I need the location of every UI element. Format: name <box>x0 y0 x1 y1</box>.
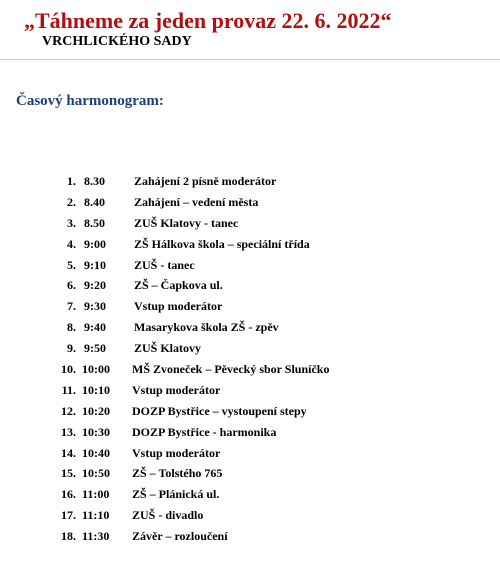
schedule-item <box>0 359 500 380</box>
item-activity: Zahájení – vedení města <box>134 194 259 209</box>
item-time: 9:00 <box>84 236 106 251</box>
item-activity: ZUŠ Klatovy - tanec <box>134 215 239 230</box>
schedule-item <box>0 484 500 505</box>
schedule-list <box>0 171 500 547</box>
item-time: 10:10 <box>82 382 110 397</box>
item-activity: ZUŠ - divadlo <box>132 508 204 523</box>
item-time: 10:00 <box>82 362 110 377</box>
item-activity: ZŠ – Čapkova ul. <box>134 278 223 293</box>
schedule-item <box>0 171 500 192</box>
item-time: 10:50 <box>82 466 110 481</box>
item-activity: ZŠ – Tolstého 765 <box>132 466 223 481</box>
item-time: 9:40 <box>84 320 106 335</box>
item-number: 18. <box>61 529 76 544</box>
item-time: 10:20 <box>82 403 110 418</box>
item-activity: Masarykova škola ZŠ - zpěv <box>134 320 279 335</box>
item-number: 6. <box>67 278 76 293</box>
item-activity: ZŠ – Plánická ul. <box>132 487 220 502</box>
schedule-item <box>0 255 500 276</box>
item-time: 8.50 <box>84 215 105 230</box>
item-time: 11:00 <box>82 487 110 502</box>
item-number: 3. <box>67 215 76 230</box>
schedule-item <box>0 443 500 464</box>
item-activity: Vstup moderátor <box>132 445 221 460</box>
item-activity: Vstup moderátor <box>134 299 223 314</box>
item-number: 15. <box>61 466 76 481</box>
item-number: 8. <box>67 320 76 335</box>
schedule-heading: Časový harmonogram: <box>16 93 164 109</box>
header-divider <box>0 59 500 60</box>
item-number: 9. <box>67 341 76 356</box>
schedule-item <box>0 526 500 547</box>
item-number: 2. <box>67 194 76 209</box>
schedule-item <box>0 505 500 526</box>
item-activity: Vstup moderátor <box>132 382 221 397</box>
item-activity: ZUŠ - tanec <box>134 257 195 272</box>
item-activity: MŠ Zvoneček – Pěvecký sbor Sluníčko <box>132 362 330 377</box>
item-number: 11. <box>61 382 76 397</box>
item-time: 10:30 <box>82 424 110 439</box>
item-number: 1. <box>67 174 76 188</box>
venue-subtitle: VRCHLICKÉHO SADY <box>42 34 192 49</box>
item-number: 5. <box>67 257 76 272</box>
item-time: 10:40 <box>82 445 110 460</box>
item-activity: ZŠ Hálkova škola – speciální třída <box>134 236 310 251</box>
item-time: 9:30 <box>84 299 106 314</box>
schedule-item <box>0 192 500 213</box>
item-time: 11:10 <box>82 508 110 523</box>
schedule-item <box>0 317 500 338</box>
item-time: 11:30 <box>82 529 110 544</box>
document-header <box>0 0 500 60</box>
schedule-item <box>0 296 500 317</box>
item-number: 14. <box>61 445 76 460</box>
item-activity: Zahájení 2 písně moderátor <box>134 174 277 188</box>
item-time: 8.30 <box>84 174 105 188</box>
item-number: 17. <box>61 508 76 523</box>
schedule-item <box>0 401 500 422</box>
schedule-item <box>0 213 500 234</box>
event-title: „Táhneme za jeden provaz 22. 6. 2022“ <box>24 8 392 33</box>
item-number: 13. <box>61 424 76 439</box>
schedule-item <box>0 463 500 484</box>
item-time: 9:50 <box>84 341 106 356</box>
item-number: 16. <box>61 487 76 502</box>
schedule-item <box>0 422 500 443</box>
item-time: 9:10 <box>84 257 106 272</box>
schedule-item <box>0 275 500 296</box>
item-number: 12. <box>61 403 76 418</box>
schedule-item <box>0 380 500 401</box>
item-activity: DOZP Bystřice - harmonika <box>132 424 277 439</box>
item-number: 10. <box>61 362 76 377</box>
item-activity: Závěr – rozloučení <box>132 529 228 544</box>
item-number: 7. <box>67 299 76 314</box>
schedule-item <box>0 338 500 359</box>
schedule-item <box>0 234 500 255</box>
item-time: 8.40 <box>84 194 105 209</box>
item-activity: ZUŠ Klatovy <box>134 341 202 356</box>
item-time: 9:20 <box>84 278 106 293</box>
item-number: 4. <box>67 236 76 251</box>
item-activity: DOZP Bystřice – vystoupení stepy <box>132 403 307 418</box>
